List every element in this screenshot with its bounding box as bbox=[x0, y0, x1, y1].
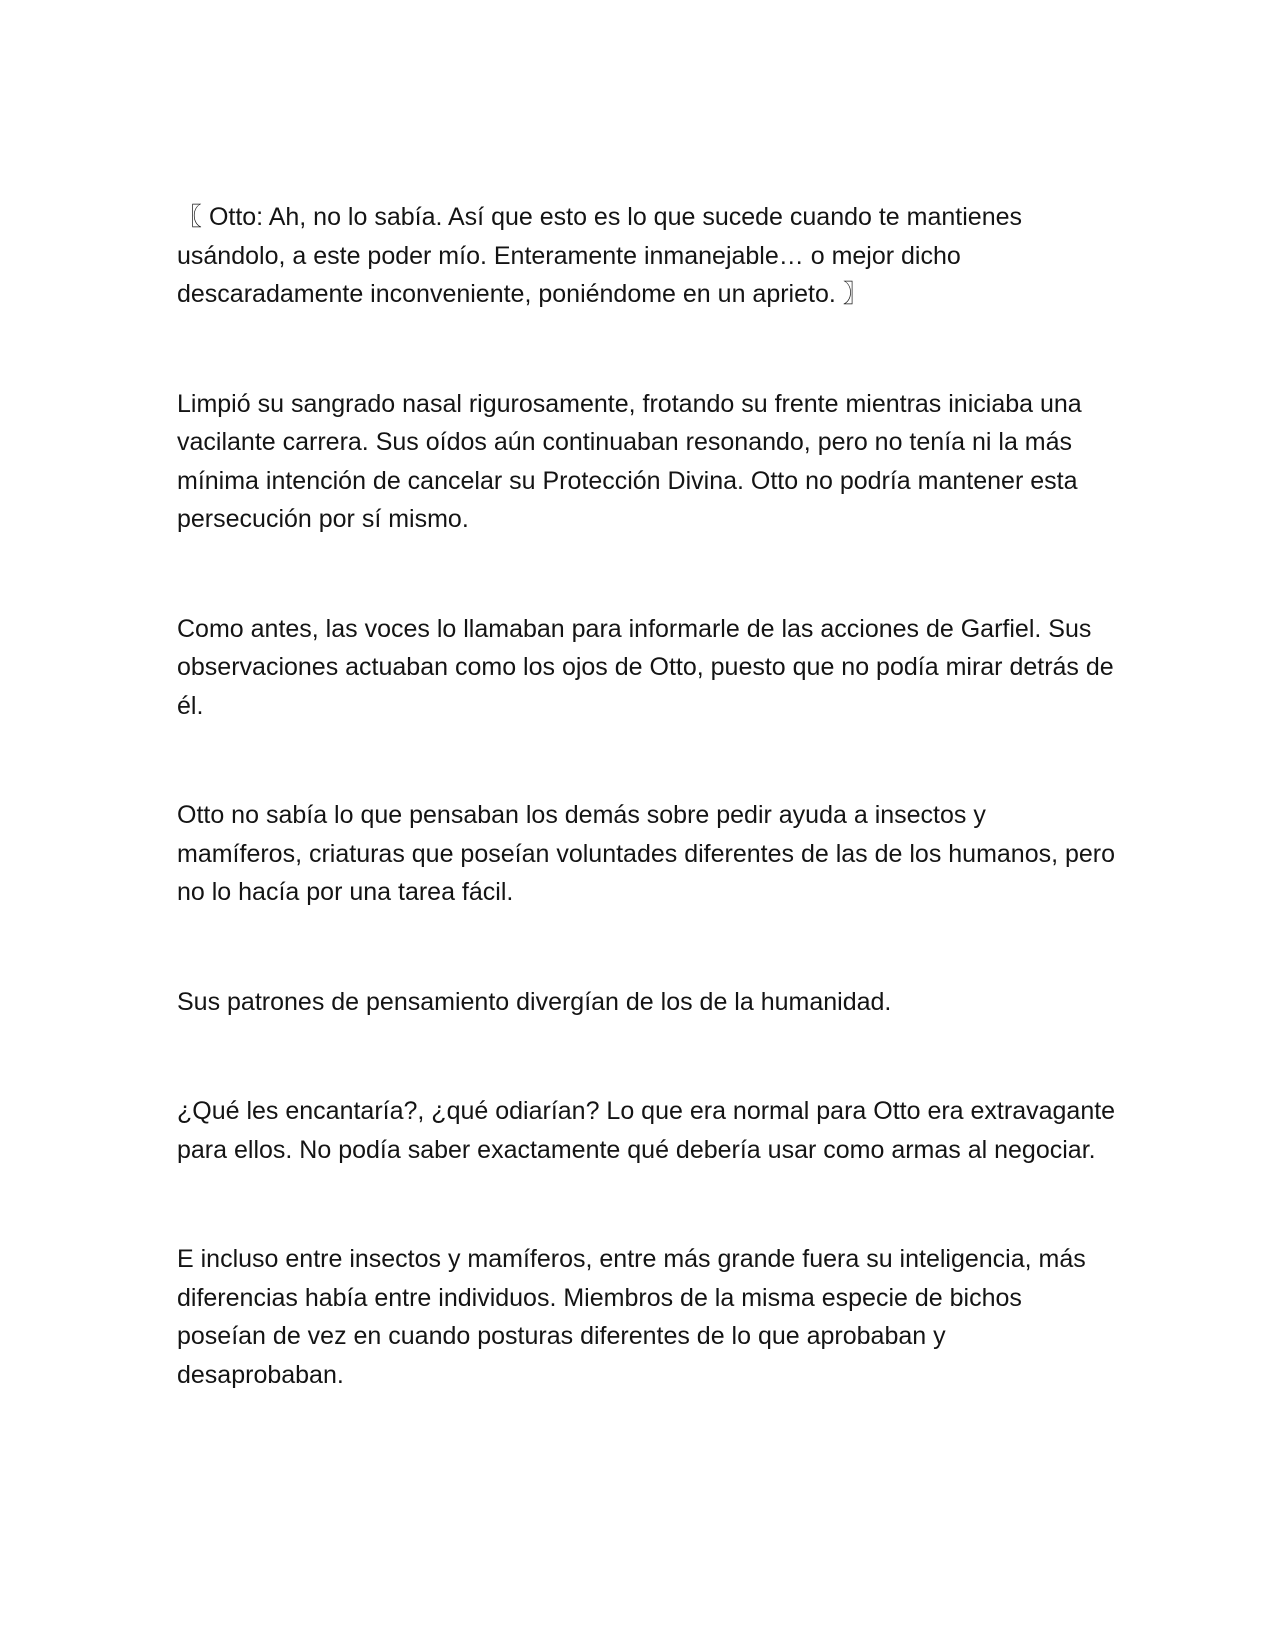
paragraph: ¿Qué les encantaría?, ¿qué odiarían? Lo que era normal para Otto era extravagante para ellos. No podía saber exactamente qué debería usar como armas al negociar. bbox=[177, 1097, 1116, 1164]
paragraph: Sus patrones de pensamiento divergían de los de la humanidad. bbox=[177, 987, 892, 1016]
paragraph-dialogue: 〖 Otto: Ah, no lo sabía. Así que esto es lo que sucede cuando te mantienes usándolo, a este poder mío. Enteramente inmanejable… o mejor dicho descaradamente inconveniente, poniéndome en un aprieto. 〗 bbox=[177, 203, 1022, 308]
paragraph: Como antes, las voces lo llamaban para informarle de las acciones de Garfiel. Sus observaciones actuaban como los ojos de Otto, puesto que no podía mirar detrás de él. bbox=[177, 614, 1114, 720]
paragraph: E incluso entre insectos y mamíferos, entre más grande fuera su inteligencia, más diferencias había entre individuos. Miembros de la misma especie de bichos poseían de vez en cuando posturas diferentes de lo que aprobaban y desaprobaban. bbox=[177, 1245, 1086, 1389]
paragraph: Limpió su sangrado nasal rigurosamente, frotando su frente mientras iniciaba una vacilante carrera. Sus oídos aún continuaban resonando, pero no tenía ni la más mínima intención de cancelar su Protección Divina. Otto no podría mantener esta persecución por sí mismo. bbox=[177, 389, 1082, 533]
document-body bbox=[177, 198, 1117, 1394]
paragraph: Otto no sabía lo que pensaban los demás sobre pedir ayuda a insectos y mamíferos, criaturas que poseían voluntades diferentes de las de los humanos, pero no lo hacía por una tarea fácil. bbox=[177, 801, 1116, 906]
